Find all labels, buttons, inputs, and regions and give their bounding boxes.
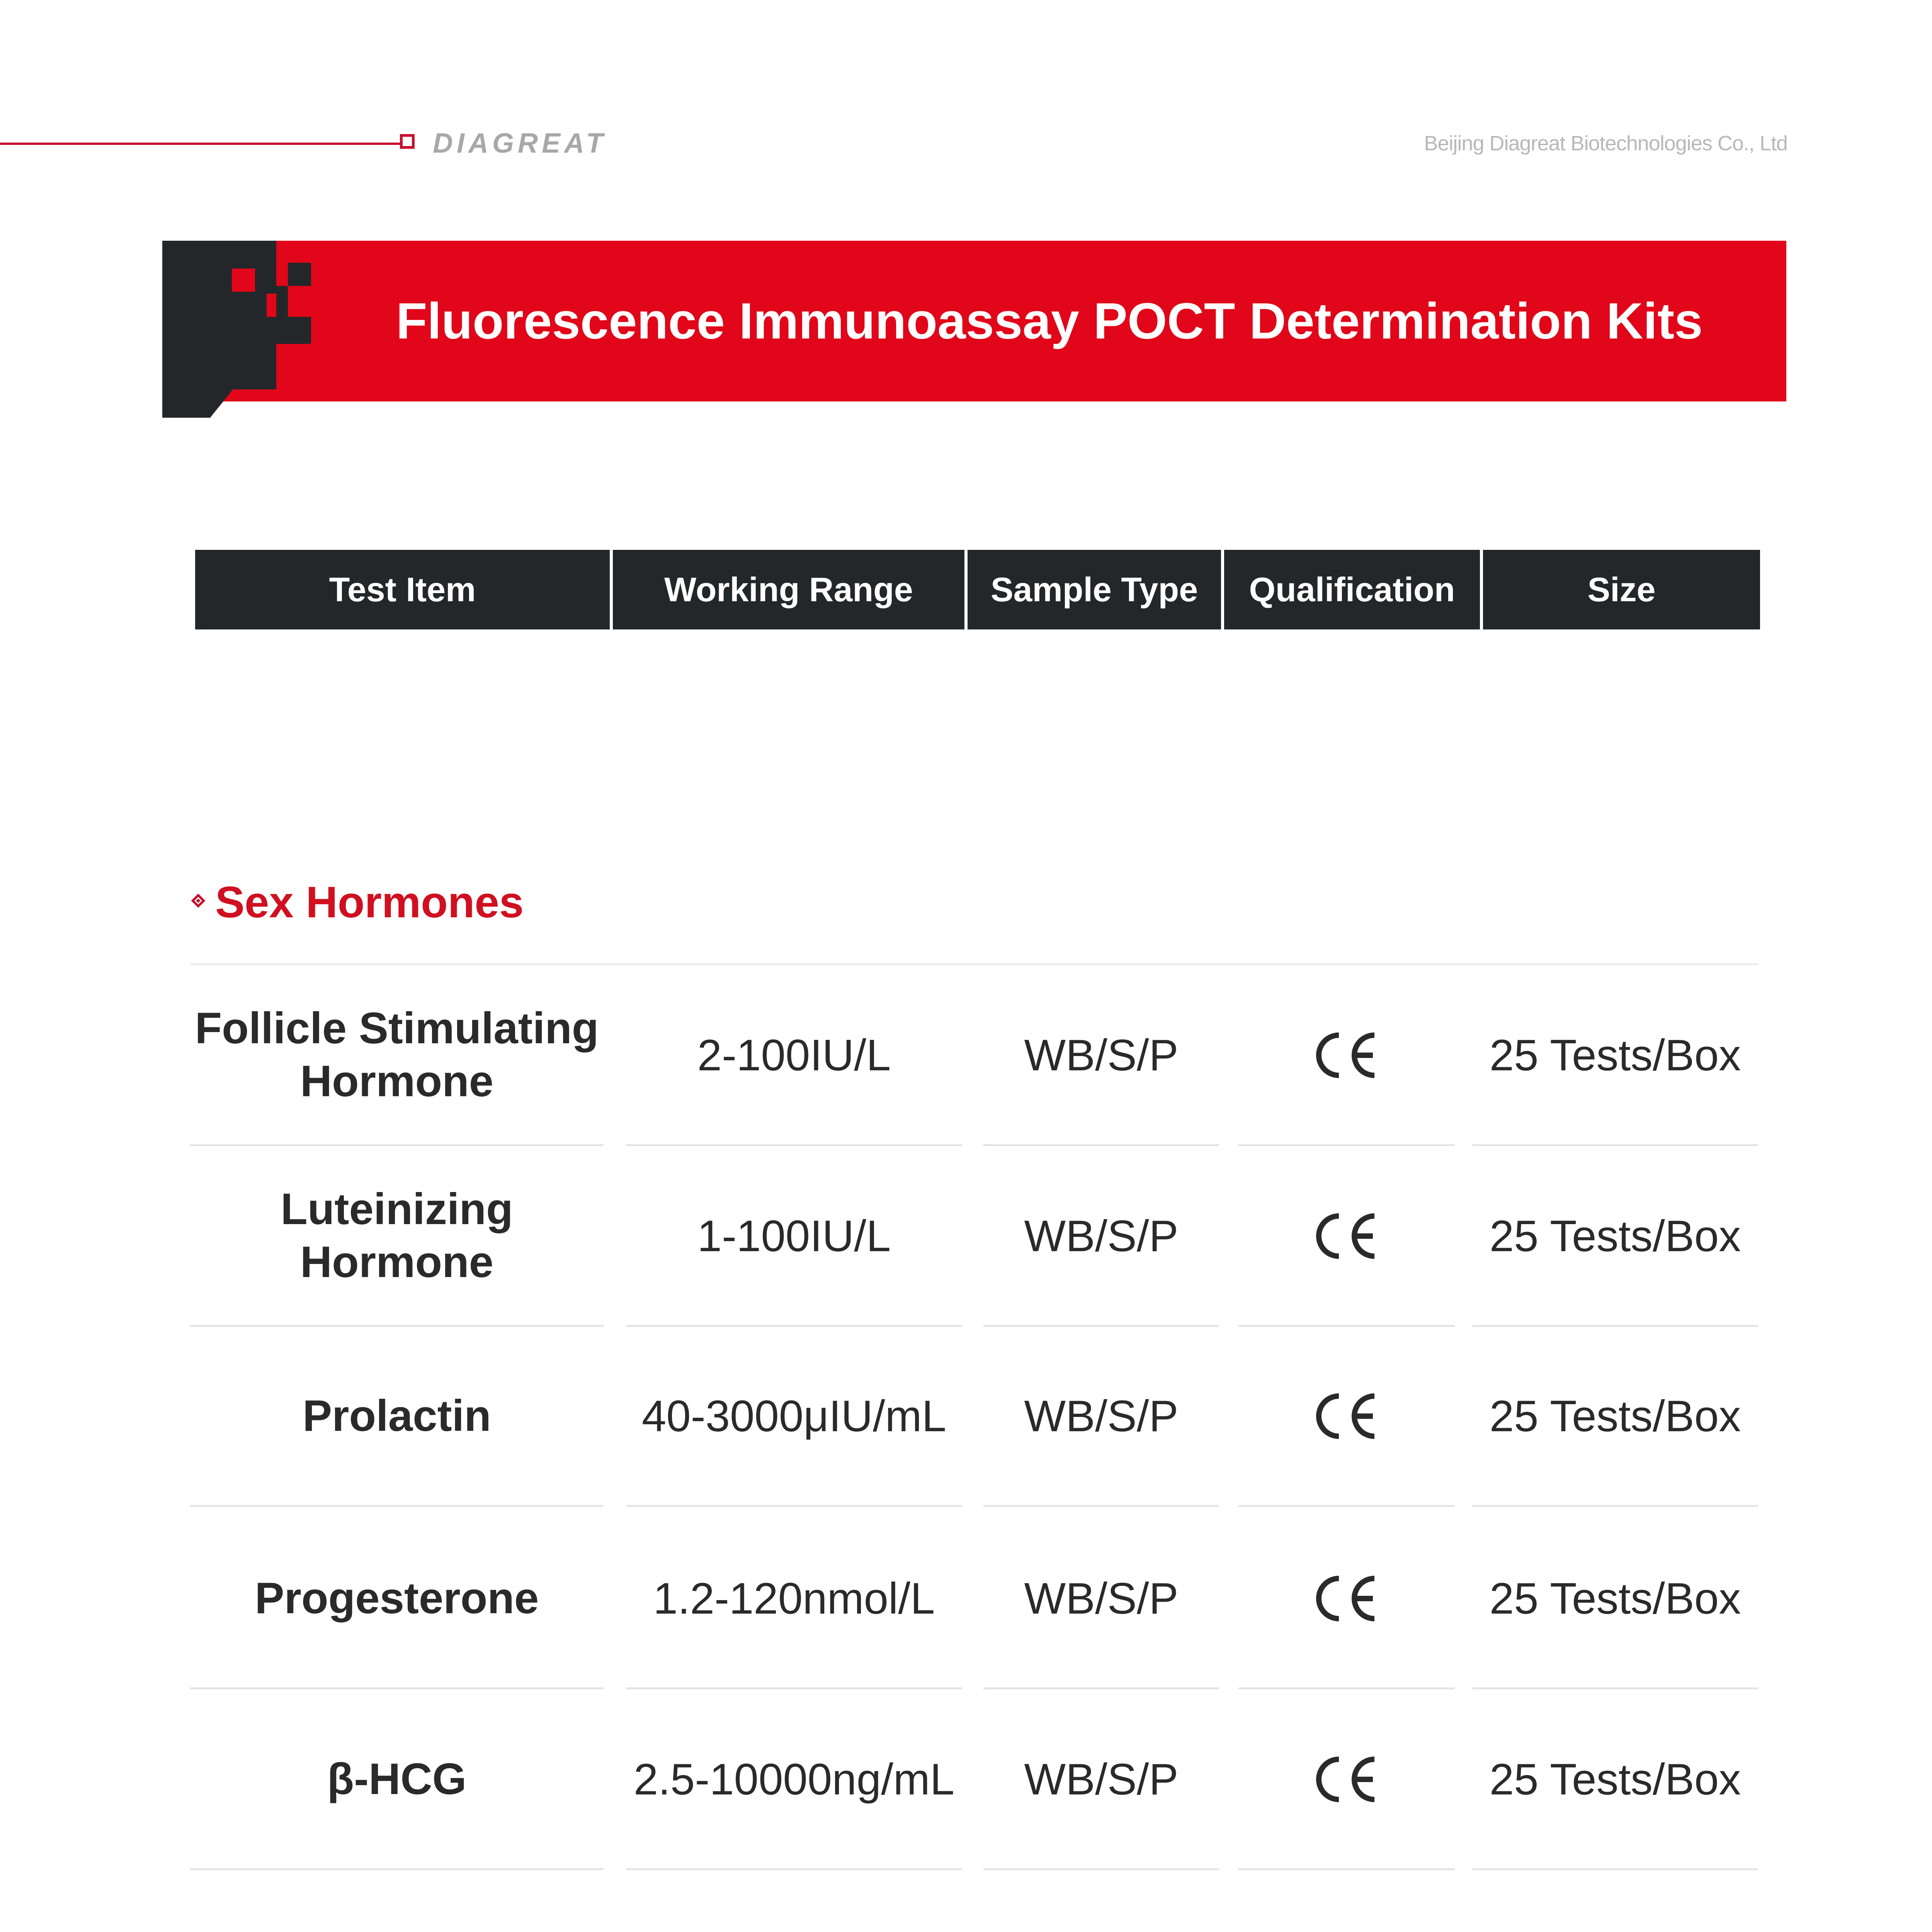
row-divider <box>983 1868 1219 1870</box>
row-divider <box>626 1505 962 1507</box>
size-cell: 25 Tests/Box <box>1489 1391 1741 1441</box>
range-cell: 1.2-120nmol/L <box>653 1574 935 1623</box>
banner-pixel <box>276 286 288 317</box>
column-header: Qualification <box>1224 550 1480 629</box>
sample-cell: WB/S/P <box>1024 1574 1179 1623</box>
qualification-cell <box>1238 1326 1455 1506</box>
size-cell: 25 Tests/Box <box>1489 1031 1741 1080</box>
test-item-name-line2: Hormone <box>300 1057 494 1106</box>
test-item-name: Follicle Stimulating <box>195 1004 599 1053</box>
section-title: Sex Hormones <box>215 878 524 927</box>
sample-cell: WB/S/P <box>1024 1755 1179 1804</box>
qualification-cell <box>1238 1146 1455 1326</box>
row-divider <box>1472 1505 1758 1507</box>
row-divider <box>1238 1505 1455 1507</box>
column-header: Sample Type <box>968 550 1221 629</box>
range-cell: 2-100IU/L <box>697 1031 891 1080</box>
qualification-cell <box>1238 1689 1455 1869</box>
header-rule <box>0 143 400 145</box>
qualification-cell <box>1238 1509 1455 1689</box>
company-name: Beijing Diagreat Biotechnologies Co., Ltd <box>1424 132 1787 155</box>
column-header: Working Range <box>613 550 964 629</box>
sample-cell: WB/S/P <box>1024 1391 1179 1441</box>
header-square-marker <box>400 134 415 149</box>
ce-mark-icon <box>1308 1385 1385 1447</box>
range-cell: 40-3000μIU/mL <box>641 1391 947 1441</box>
test-item-name: Progesterone <box>255 1573 539 1623</box>
row-divider <box>190 1505 604 1507</box>
ce-mark-icon <box>1308 1748 1385 1810</box>
sample-cell: WB/S/P <box>1024 1031 1179 1080</box>
banner-pixel <box>232 269 255 292</box>
size-cell: 25 Tests/Box <box>1489 1755 1741 1804</box>
test-item-name: Luteinizing <box>281 1185 513 1234</box>
ce-mark-icon <box>1308 1568 1385 1629</box>
row-divider <box>983 1505 1219 1507</box>
row-divider <box>190 1868 604 1870</box>
test-item-cell <box>190 1146 604 1326</box>
test-item-name-line2: Hormone <box>300 1238 494 1287</box>
size-cell: 25 Tests/Box <box>1489 1574 1741 1623</box>
ce-mark-icon <box>1308 1205 1385 1267</box>
ce-mark-icon <box>1308 1024 1385 1086</box>
column-header: Size <box>1483 550 1760 629</box>
banner-pixel <box>288 263 311 286</box>
test-item-name: β-HCG <box>327 1754 467 1804</box>
test-item-cell <box>190 1326 604 1506</box>
row-divider <box>1472 1868 1758 1870</box>
brand-logo: DIAGREAT <box>433 128 607 159</box>
test-item-cell <box>190 965 604 1145</box>
sample-cell: WB/S/P <box>1024 1211 1179 1261</box>
row-divider <box>626 1868 962 1870</box>
test-item-cell <box>190 1689 604 1869</box>
banner-pixel <box>276 317 311 344</box>
range-cell: 1-100IU/L <box>697 1211 891 1261</box>
test-item-name: Prolactin <box>303 1391 491 1440</box>
range-cell: 2.5-10000ng/mL <box>633 1755 955 1804</box>
page-title: Fluorescence Immunoassay POCT Determination Kits <box>396 293 1703 349</box>
column-header: Test Item <box>195 550 610 629</box>
size-cell: 25 Tests/Box <box>1489 1211 1741 1261</box>
row-divider <box>1238 1868 1455 1870</box>
test-item-cell <box>190 1509 604 1689</box>
qualification-cell <box>1238 965 1455 1145</box>
table-header <box>195 550 1760 629</box>
